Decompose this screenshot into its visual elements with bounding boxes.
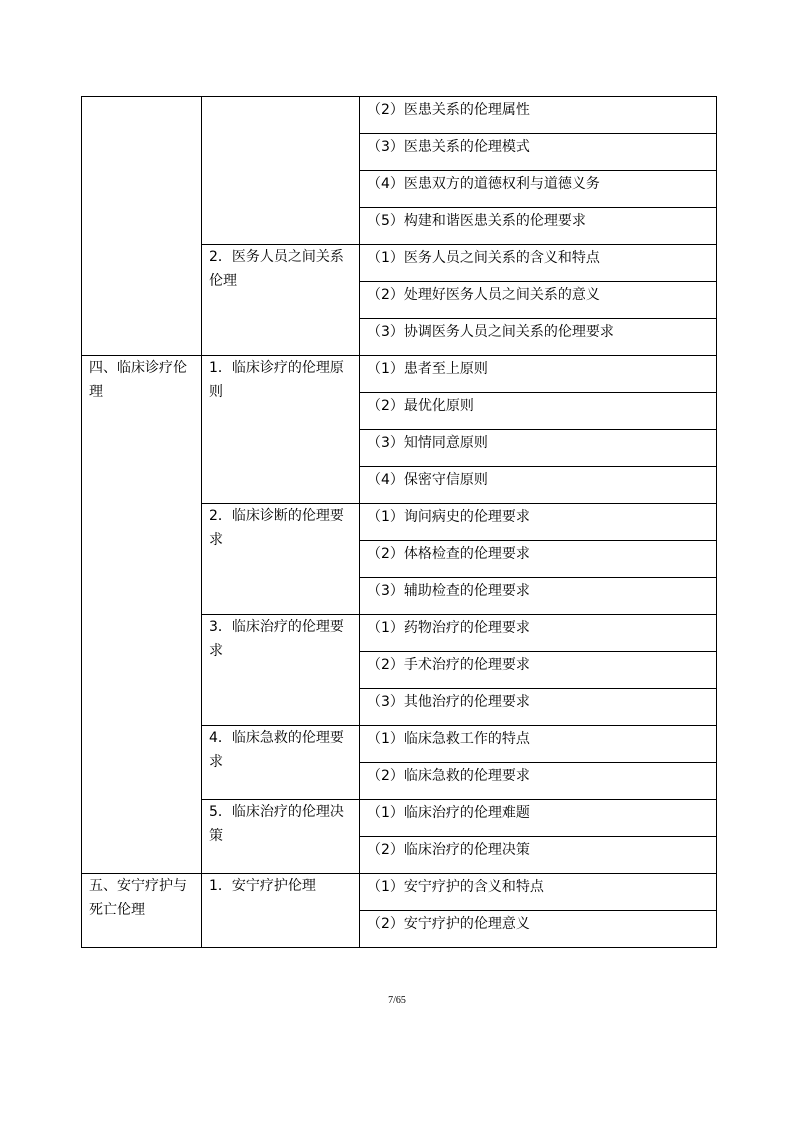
topic-cell: 2．医务人员之间关系伦理 bbox=[202, 245, 360, 356]
item-cell: （1）安宁疗护的含义和特点 bbox=[360, 874, 717, 911]
item-cell: （1）医务人员之间关系的含义和特点 bbox=[360, 245, 717, 282]
item-cell: （3）知情同意原则 bbox=[360, 430, 717, 467]
item-cell: （3）辅助检查的伦理要求 bbox=[360, 578, 717, 615]
item-cell: （2）临床急救的伦理要求 bbox=[360, 763, 717, 800]
item-cell: （2）安宁疗护的伦理意义 bbox=[360, 911, 717, 948]
item-cell: （1）临床急救工作的特点 bbox=[360, 726, 717, 763]
topic-cell: 5．临床治疗的伦理决策 bbox=[202, 800, 360, 874]
item-cell: （2）手术治疗的伦理要求 bbox=[360, 652, 717, 689]
item-cell: （2）最优化原则 bbox=[360, 393, 717, 430]
item-cell: （2）处理好医务人员之间关系的意义 bbox=[360, 282, 717, 319]
table-row bbox=[82, 874, 717, 911]
topic-cell: 1．临床诊疗的伦理原则 bbox=[202, 356, 360, 504]
topic-cell: 3．临床治疗的伦理要求 bbox=[202, 615, 360, 726]
syllabus-table bbox=[81, 96, 717, 948]
item-cell: （4）保密守信原则 bbox=[360, 467, 717, 504]
item-cell: （3）其他治疗的伦理要求 bbox=[360, 689, 717, 726]
table-row bbox=[82, 97, 717, 134]
topic-cell: 1．安宁疗护伦理 bbox=[202, 874, 360, 948]
item-cell: （2）临床治疗的伦理决策 bbox=[360, 837, 717, 874]
item-cell: （2）体格检查的伦理要求 bbox=[360, 541, 717, 578]
table-row bbox=[82, 356, 717, 393]
item-cell: （1）临床治疗的伦理难题 bbox=[360, 800, 717, 837]
item-cell: （1）药物治疗的伦理要求 bbox=[360, 615, 717, 652]
item-cell: （1）患者至上原则 bbox=[360, 356, 717, 393]
item-cell: （5）构建和谐医患关系的伦理要求 bbox=[360, 208, 717, 245]
item-cell: （3）协调医务人员之间关系的伦理要求 bbox=[360, 319, 717, 356]
item-cell: （2）医患关系的伦理属性 bbox=[360, 97, 717, 134]
item-cell: （4）医患双方的道德权利与道德义务 bbox=[360, 171, 717, 208]
section-cell bbox=[82, 97, 202, 356]
topic-cell bbox=[202, 97, 360, 245]
topic-cell: 4．临床急救的伦理要求 bbox=[202, 726, 360, 800]
item-cell: （3）医患关系的伦理模式 bbox=[360, 134, 717, 171]
topic-cell: 2．临床诊断的伦理要求 bbox=[202, 504, 360, 615]
item-cell: （1）询问病史的伦理要求 bbox=[360, 504, 717, 541]
page-number: 7/65 bbox=[388, 995, 406, 1006]
section-cell: 五、安宁疗护与死亡伦理 bbox=[82, 874, 202, 948]
section-cell: 四、临床诊疗伦理 bbox=[82, 356, 202, 874]
